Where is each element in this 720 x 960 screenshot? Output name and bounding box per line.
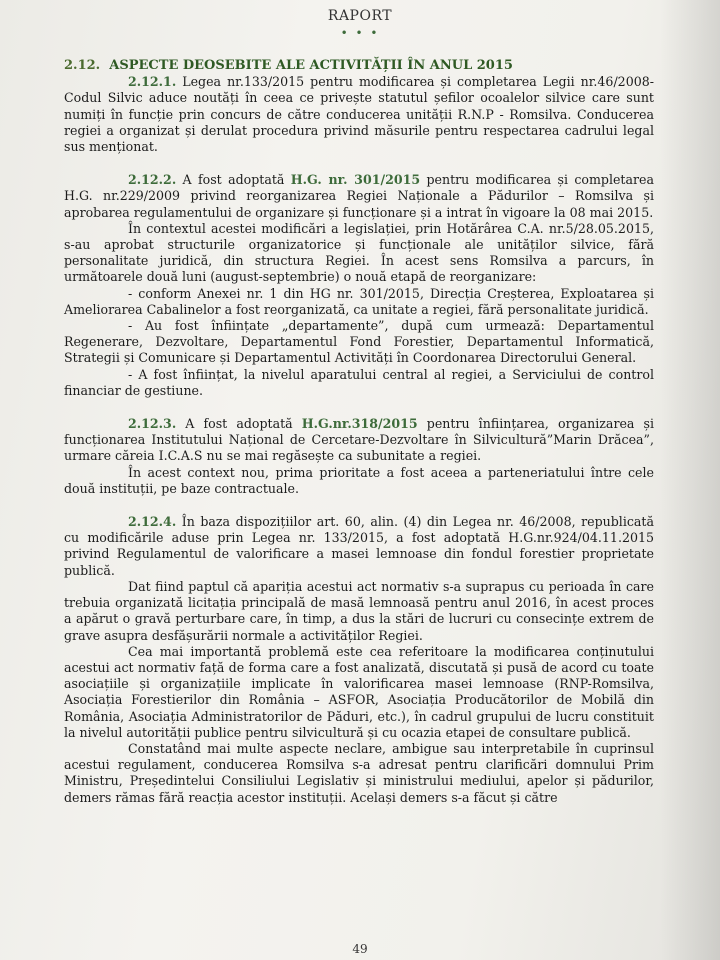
subsection-number: 2.12.1. <box>128 74 177 90</box>
paragraph-2-12-2 <box>64 172 654 221</box>
paragraph: Cea mai importantă problemă este cea referitoare la modificarea conținutului acestui act normativ față de forma care a fost analizată, discutată și pusă de acord cu toate asociațiile și organizațiile implicate în valorificarea masei lemnoase (RNP-Romsilva, Asociația Forestierilor din România – ASFOR, Asociația Producătorilor de Mobilă din România, Asociația Administratorilor de Păduri, etc.), în cadrul grupului de lucru constituit la nivelul autorității publice pentru silvicultură și cu ocazia etapei de consultare publică. <box>64 643 654 740</box>
paragraph-text: A fost adoptată <box>176 416 302 432</box>
section-heading <box>64 58 654 74</box>
list-item: - conform Anexei nr. 1 din HG nr. 301/2015, Direcția Creșterea, Exploatarea și Ameliorarea Cabalinelor a fost reorganizată, ca unitate a regiei, fără personalitate juridică. <box>64 285 654 317</box>
paragraph-2-12-3 <box>64 416 654 465</box>
act-reference: H.G. nr. 301/2015 <box>290 172 421 188</box>
section-number: 2.12. <box>64 58 101 73</box>
act-reference: H.G.nr.318/2015 <box>301 416 418 432</box>
list-item: - A fost înființat, la nivelul aparatului central al regiei, a Serviciului de control financiar de gestiune. <box>64 366 654 398</box>
paragraph-text: pentru modificarea și completarea H.G. nr.229/2009 privind reorganizarea Regiei Naționale a Pădurilor – Romsilva și aprobarea regulamentului de organizare și funcționare și a intrat în vigoare la 08 mai 2015. <box>64 172 654 220</box>
page-number: 49 <box>352 942 368 956</box>
paragraph-text: În baza dispozițiilor art. 60, alin. (4) din Legea nr. 46/2008, republicată cu modificările aduse prin Legea nr. 133/2015, a fost adoptată H.G.nr.924/04.11.2015 privind Regulamentul de valorificare a masei lemnoase din fondul forestier proprietate publică. <box>64 514 654 578</box>
header-ornament: • • • <box>340 26 380 40</box>
running-header: RAPORT <box>327 8 393 24</box>
paragraph: Constatând mai multe aspecte neclare, ambigue sau interpretabile în cuprinsul acestui regulament, conducerea Romsilva s-a adresat pentru clarificări domnului Prim Ministru, Președintelui Consiliului Legislativ și ministrului mediului, apelor și pădurilor, demers rămas fără reacția acestor instituții. Același demers s-a făcut și către <box>64 740 654 805</box>
paragraph-2-12-4 <box>64 514 654 579</box>
subsection-number: 2.12.4. <box>128 514 177 530</box>
paragraph-text: pentru înființarea, organizarea și funcționarea Institutului Național de Cercetare-Dezvoltare în Silvicultură”Marin Drăcea”, urmare căreia I.C.A.S nu se mai regăsește ca subunitate a regiei. <box>64 416 654 464</box>
paragraph: În acest context nou, prima prioritate a fost aceea a parteneriatului între cele două instituții, pe baze contractuale. <box>64 464 654 496</box>
section-title: ASPECTE DEOSEBITE ALE ACTIVITĂȚII ÎN ANUL 2015 <box>109 58 513 73</box>
paragraph: În contextul acestei modificări a legislației, prin Hotărârea C.A. nr.5/28.05.2015, s-au aprobat structurile organizatorice și funcționale ale unităților silvice, fără personalitate juridică, din structura Regiei. În acest sens Romsilva a parcurs, în următoarele două luni (august-septembrie) o nouă etapă de reorganizare: <box>64 220 654 285</box>
subsection-number: 2.12.3. <box>128 416 177 432</box>
paragraph-text: Legea nr.133/2015 pentru modificarea și completarea Legii nr.46/2008-Codul Silvic aduce noutăți în ceea ce privește statutul șefilor ocoalelor silvice care sunt numiți în funcție prin concurs de către conducerea unității R.N.P - Romsilva. Conducerea regiei a organizat și derulat procedura privind măsurile pentru respectarea cadrului legal sus menționat. <box>64 74 654 155</box>
page-shadow <box>660 0 720 960</box>
list-item: - Au fost înființate „departamente”, după cum urmează: Departamentul Regenerare, Dezvoltare, Departamentul Fond Forestier, Departamentul Informatică, Strategii și Comunicare și Departamentul Activități în Coordonarea Directorului General. <box>64 318 654 366</box>
paragraph-2-12-1 <box>64 74 654 155</box>
subsection-number: 2.12.2. <box>128 172 177 188</box>
paragraph-text: A fost adoptată <box>176 172 291 188</box>
paragraph: Dat fiind paptul că apariția acestui act normativ s-a suprapus cu perioada în care trebuia organizată licitația principală de masă lemnoasă pentru anul 2016, în acest proces a apărut o gravă perturbare care, în timp, a dus la stări de lucruri cu consecințe extrem de grave asupra desfășurării normale a activităților Regiei. <box>64 578 654 643</box>
report-body <box>64 58 654 806</box>
